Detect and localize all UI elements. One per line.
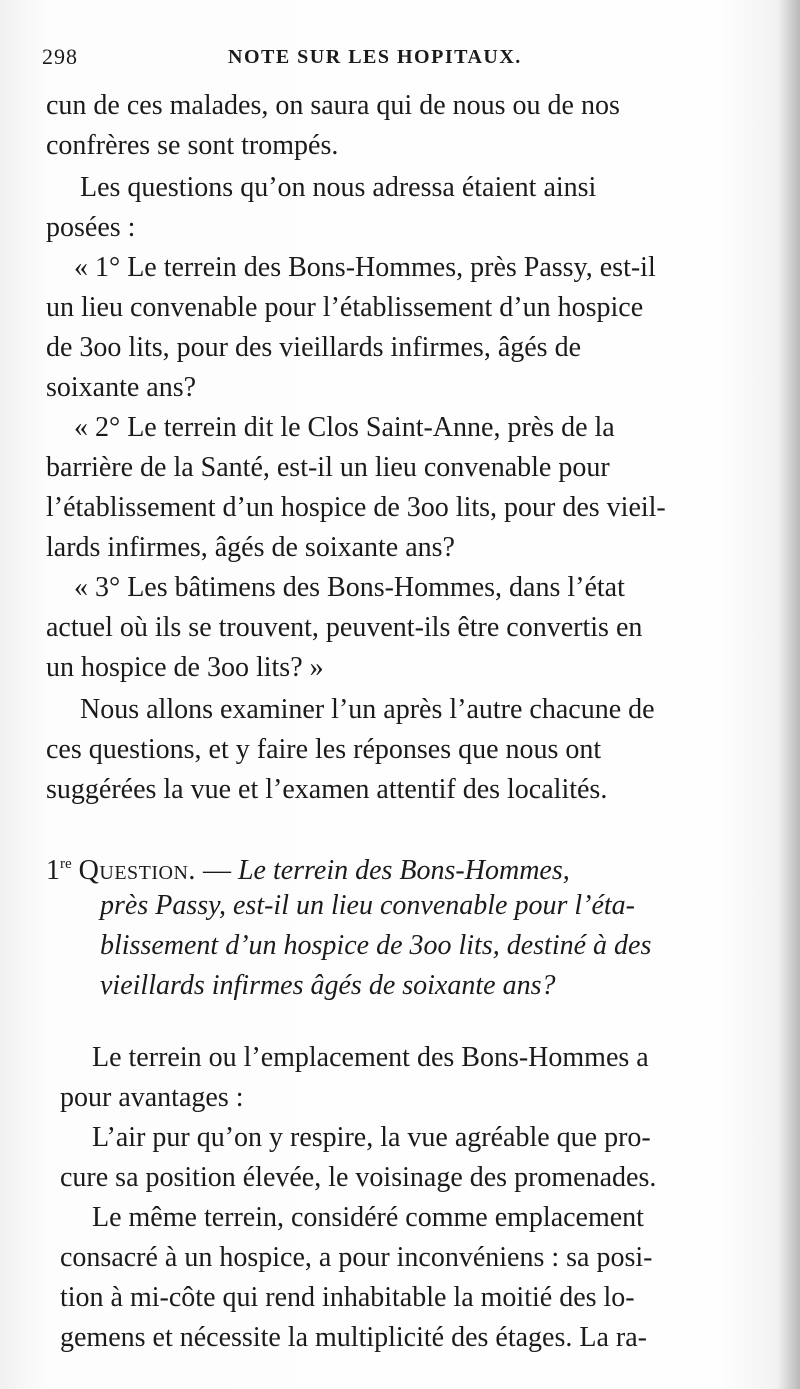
text-line: l’établissement d’un hospice de 3oo lits, pour des vieil- — [46, 492, 666, 523]
question-dash: — — [195, 855, 238, 886]
text-line: tion à mi-côte qui rend inhabitable la moitié des lo- — [60, 1282, 635, 1313]
text-line: soixante ans? — [46, 372, 197, 403]
text-line: un hospice de 3oo lits? » — [46, 652, 324, 683]
page-edge-shadow — [778, 0, 800, 1389]
text-line: gemens et nécessite la multiplicité des étages. La ra- — [60, 1322, 647, 1353]
question-label: Question. — [78, 855, 196, 886]
text-line: posées : — [46, 212, 136, 243]
text-line: un lieu convenable pour l’établissement d’un hospice — [46, 292, 644, 323]
question-text-line: vieillards infirmes âgés de soixante ans? — [100, 970, 556, 1001]
text-line: « 1° Le terrein des Bons-Hommes, près Passy, est-il — [74, 252, 656, 283]
page-header — [42, 44, 742, 80]
running-head: NOTE SUR LES HOPITAUX. — [228, 46, 522, 68]
question-text-line: près Passy, est-il un lieu convenable pour l’éta- — [100, 890, 635, 921]
text-line: Nous allons examiner l’un après l’autre chacune de — [80, 694, 655, 725]
text-line: de 3oo lits, pour des vieillards infirmes, âgés de — [46, 332, 581, 363]
text-line: L’air pur qu’on y respire, la vue agréable que pro- — [92, 1122, 651, 1153]
text-line: suggérées la vue et l’examen attentif des localités. — [46, 774, 608, 805]
text-line: « 3° Les bâtimens des Bons-Hommes, dans l’état — [74, 572, 625, 603]
question-heading — [46, 846, 570, 889]
text-line: « 2° Le terrein dit le Clos Saint-Anne, près de la — [74, 412, 615, 443]
text-line: cun de ces malades, on saura qui de nous ou de nos — [46, 90, 620, 121]
text-line: consacré à un hospice, a pour inconvéniens : sa posi- — [60, 1242, 653, 1273]
page-number: 298 — [42, 44, 78, 69]
text-line: cure sa position élevée, le voisinage des promenades. — [60, 1162, 657, 1193]
text-line: Le terrein ou l’emplacement des Bons-Hommes a — [92, 1042, 649, 1073]
text-line: actuel où ils se trouvent, peuvent-ils être convertis en — [46, 612, 643, 643]
text-line: confrères se sont trompés. — [46, 130, 339, 161]
text-line: pour avantages : — [60, 1082, 244, 1113]
question-number-suffix: re — [60, 856, 72, 872]
text-line: barrière de la Santé, est-il un lieu convenable pour — [46, 452, 610, 483]
question-text-line: Le terrein des Bons-Hommes, — [237, 855, 570, 886]
text-line: ces questions, et y faire les réponses que nous ont — [46, 734, 602, 765]
question-number: 1 — [46, 855, 60, 886]
text-line: Les questions qu’on nous adressa étaient ainsi — [80, 172, 597, 203]
text-line: Le même terrein, considéré comme emplacement — [92, 1202, 644, 1233]
text-line: lards infirmes, âgés de soixante ans? — [46, 532, 455, 563]
question-text-line: blissement d’un hospice de 3oo lits, destiné à des — [100, 930, 652, 961]
